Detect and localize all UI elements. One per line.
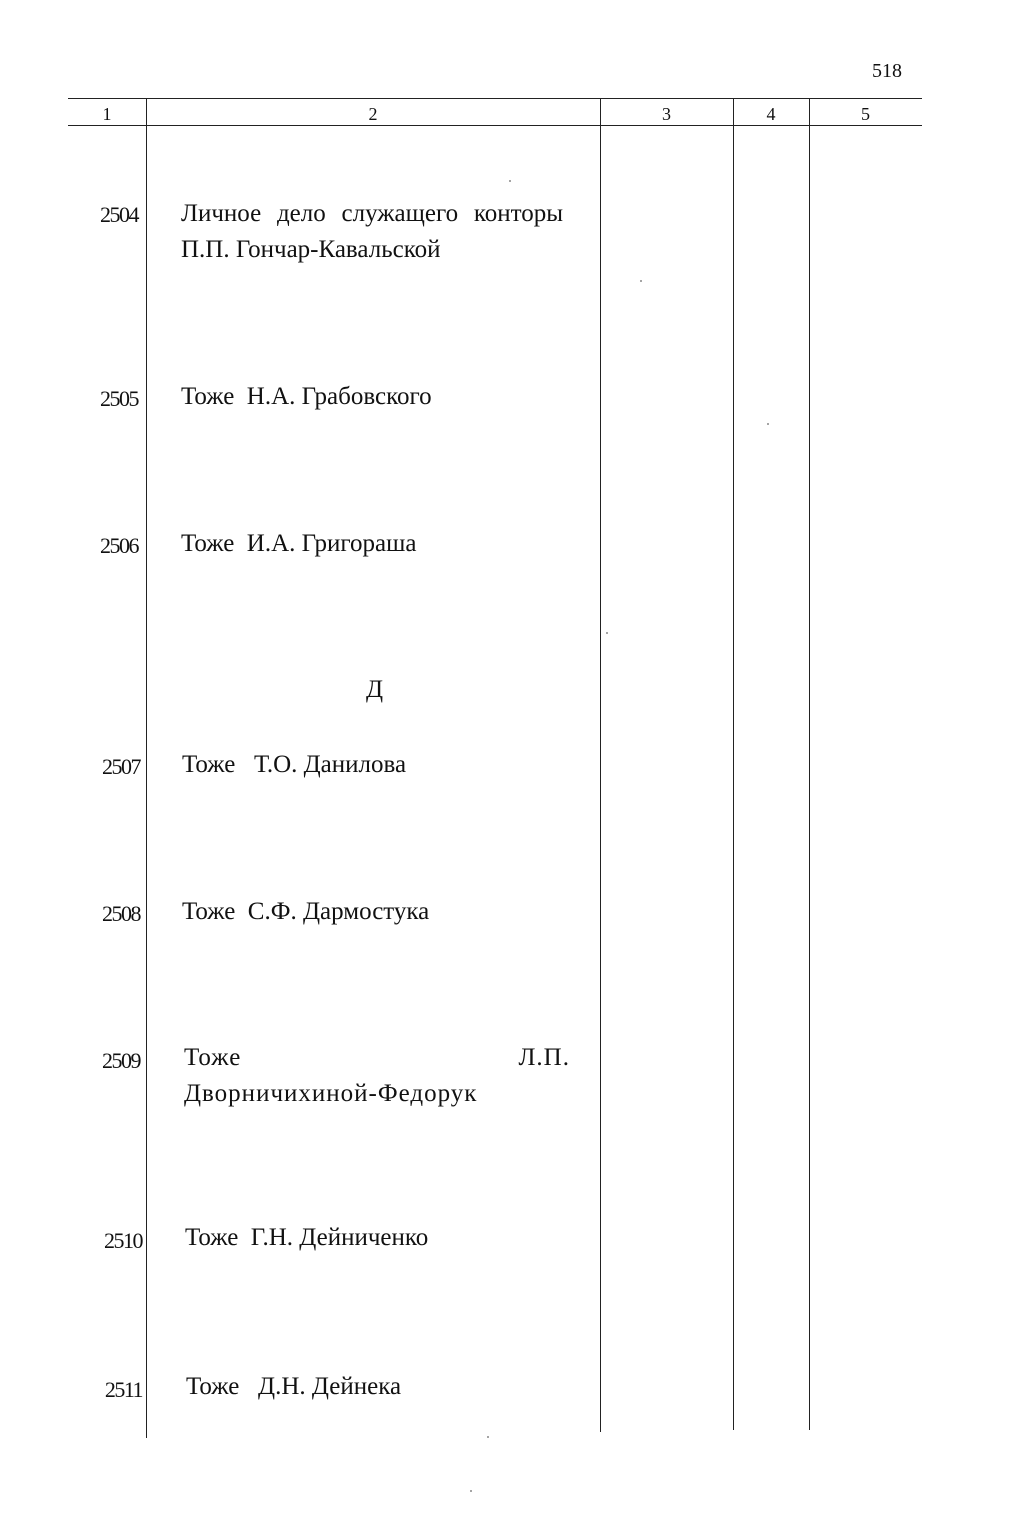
row-number-2509: 2509	[102, 1048, 140, 1073]
row-description-2506: Тоже И.А. Григораша	[181, 530, 417, 557]
row-description-2505: Тоже Н.А. Грабовского	[181, 383, 432, 410]
row-number-2505: 2505	[100, 386, 138, 411]
scan-speck	[767, 423, 769, 425]
row-number-2511: 2511	[104, 1377, 142, 1402]
scan-speck	[640, 280, 642, 282]
column-header-2: 2	[368, 104, 378, 124]
column-divider-2	[600, 98, 601, 1432]
column-header-5: 5	[861, 104, 870, 124]
table-header-rule	[68, 125, 922, 126]
row-description-2509: Тоже Л.П. Дворничихиной-Федорук	[184, 1044, 570, 1107]
row-description-2510: Тоже Г.Н. Дейниченко	[185, 1224, 429, 1251]
row-number-2508: 2508	[102, 901, 140, 926]
column-divider-3	[733, 98, 734, 1430]
column-header-3: 3	[662, 104, 671, 124]
row-number-2506: 2506	[100, 533, 138, 558]
row-number-2507: 2507	[102, 754, 140, 779]
row-description-2504: Личное дело служащего конторы П.П. Гончар-Кавальской	[181, 200, 563, 263]
column-divider-4	[809, 98, 810, 1430]
column-header-4: 4	[766, 104, 776, 124]
scan-speck	[606, 632, 608, 634]
row-number-2504: 2504	[100, 202, 138, 227]
column-divider-1	[146, 98, 147, 1438]
page-number: 518	[872, 60, 902, 82]
scan-speck	[487, 1436, 489, 1438]
row-description-2507: Тоже Т.О. Данилова	[182, 751, 407, 778]
column-header-1: 1	[102, 104, 112, 124]
scan-speck	[509, 180, 511, 182]
scan-speck	[470, 1490, 472, 1492]
section-letter: Д	[366, 676, 384, 703]
row-description-2511: Тоже Д.Н. Дейнека	[186, 1373, 402, 1400]
table-top-rule	[68, 98, 922, 99]
row-number-2510: 2510	[104, 1228, 142, 1253]
row-description-2508: Тоже С.Ф. Дармостука	[182, 898, 430, 925]
